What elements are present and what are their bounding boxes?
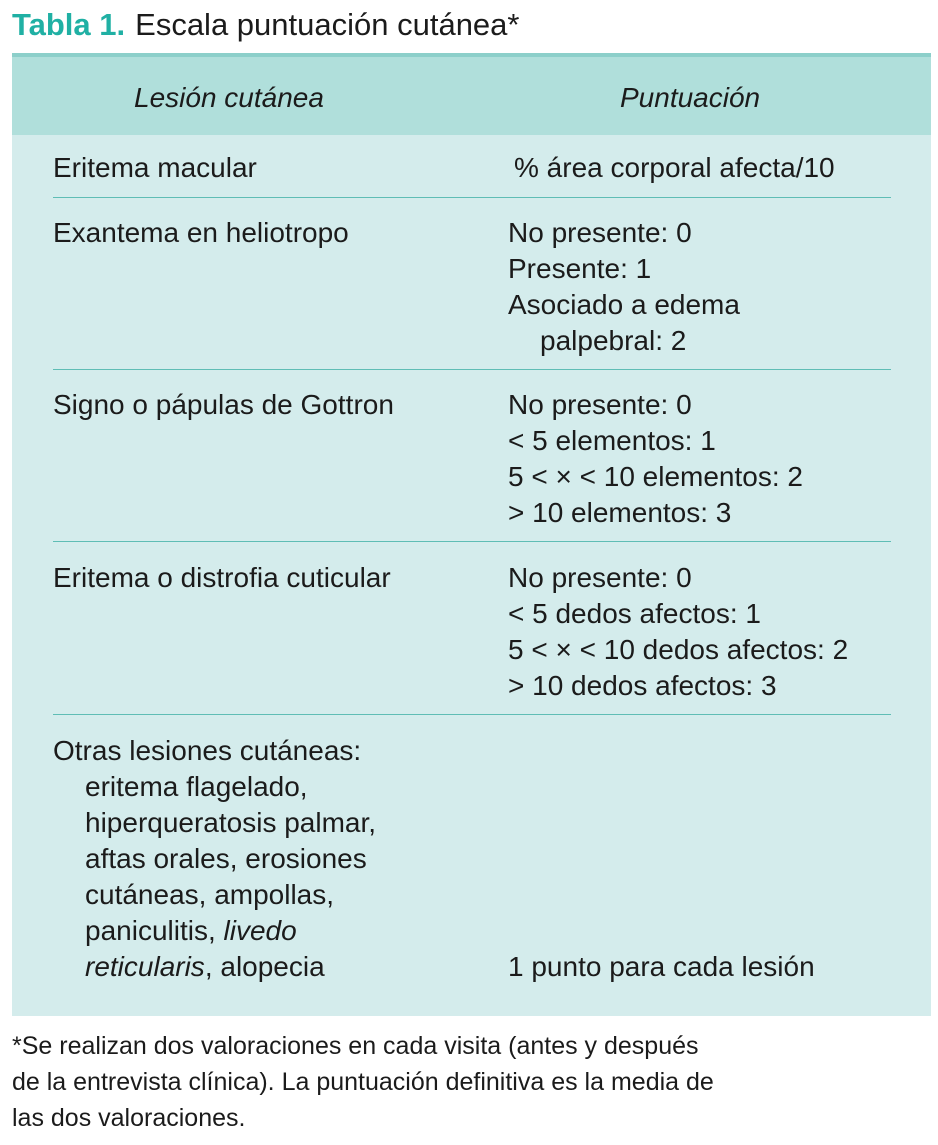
footnote-line: *Se realizan dos valoraciones en cada visita (antes y después xyxy=(12,1032,699,1060)
row-divider xyxy=(53,714,891,715)
row-2-lesion xyxy=(53,215,349,251)
score-table xyxy=(12,53,931,1016)
row-1-lesion xyxy=(53,150,257,186)
row-1-score xyxy=(514,150,835,186)
column-header-lesion: Lesión cutánea xyxy=(134,82,324,113)
lesion-text: Otras lesiones cutáneas: xyxy=(53,735,362,766)
score-text: % área corporal afecta/10 xyxy=(514,152,835,183)
score-text: Presente: 1 xyxy=(508,253,652,284)
table-header xyxy=(12,57,931,135)
column-header-score: Puntuación xyxy=(620,82,761,113)
table-title: Escala puntuación cutánea* xyxy=(135,7,520,42)
lesion-text: paniculitis, xyxy=(85,915,216,946)
lesion-text: Signo o pápulas de Gottron xyxy=(53,389,394,420)
lesion-text: eritema flagelado, xyxy=(85,771,308,802)
row-5-lesion xyxy=(53,733,376,985)
score-text: > 10 dedos afectos: 3 xyxy=(508,670,777,701)
lesion-line-reticularis xyxy=(53,949,376,985)
row-divider xyxy=(53,197,891,198)
score-text: < 5 dedos afectos: 1 xyxy=(508,598,761,629)
score-text: palpebral: 2 xyxy=(540,325,687,356)
row-divider xyxy=(53,369,891,370)
row-divider xyxy=(53,541,891,542)
row-4-score xyxy=(508,560,848,704)
row-3-score xyxy=(508,387,803,531)
score-text: No presente: 0 xyxy=(508,217,692,248)
footnote-line: de la entrevista clínica). La puntuación definitiva es la media de xyxy=(12,1068,714,1096)
score-text: 5 < × < 10 elementos: 2 xyxy=(508,461,803,492)
table-footnote xyxy=(12,1028,714,1136)
score-text: < 5 elementos: 1 xyxy=(508,425,716,456)
row-5-score xyxy=(508,949,815,985)
score-text: 1 punto para cada lesión xyxy=(508,951,815,982)
row-2-score xyxy=(508,215,740,359)
lesion-line-livedo xyxy=(53,913,376,949)
row-4-lesion xyxy=(53,560,391,596)
lesion-text: hiperqueratosis palmar, xyxy=(85,807,377,838)
score-text: No presente: 0 xyxy=(508,562,692,593)
lesion-text: Eritema macular xyxy=(53,152,257,183)
score-text: No presente: 0 xyxy=(508,389,692,420)
footnote-line: las dos valoraciones. xyxy=(12,1104,246,1132)
lesion-text: cutáneas, ampollas, xyxy=(85,879,335,910)
score-text: Asociado a edema xyxy=(508,289,740,320)
score-text: > 10 elementos: 3 xyxy=(508,497,732,528)
row-3-lesion xyxy=(53,387,394,423)
lesion-text: , alopecia xyxy=(204,951,325,982)
score-text: 5 < × < 10 dedos afectos: 2 xyxy=(508,634,849,665)
lesion-text-italic: reticularis xyxy=(85,951,205,982)
lesion-text-italic: livedo xyxy=(223,915,297,946)
lesion-text: Eritema o distrofia cuticular xyxy=(53,562,391,593)
table-number: Tabla 1. xyxy=(12,7,126,42)
table-caption xyxy=(12,4,519,46)
lesion-text: Exantema en heliotropo xyxy=(53,217,349,248)
lesion-text: aftas orales, erosiones xyxy=(85,843,367,874)
